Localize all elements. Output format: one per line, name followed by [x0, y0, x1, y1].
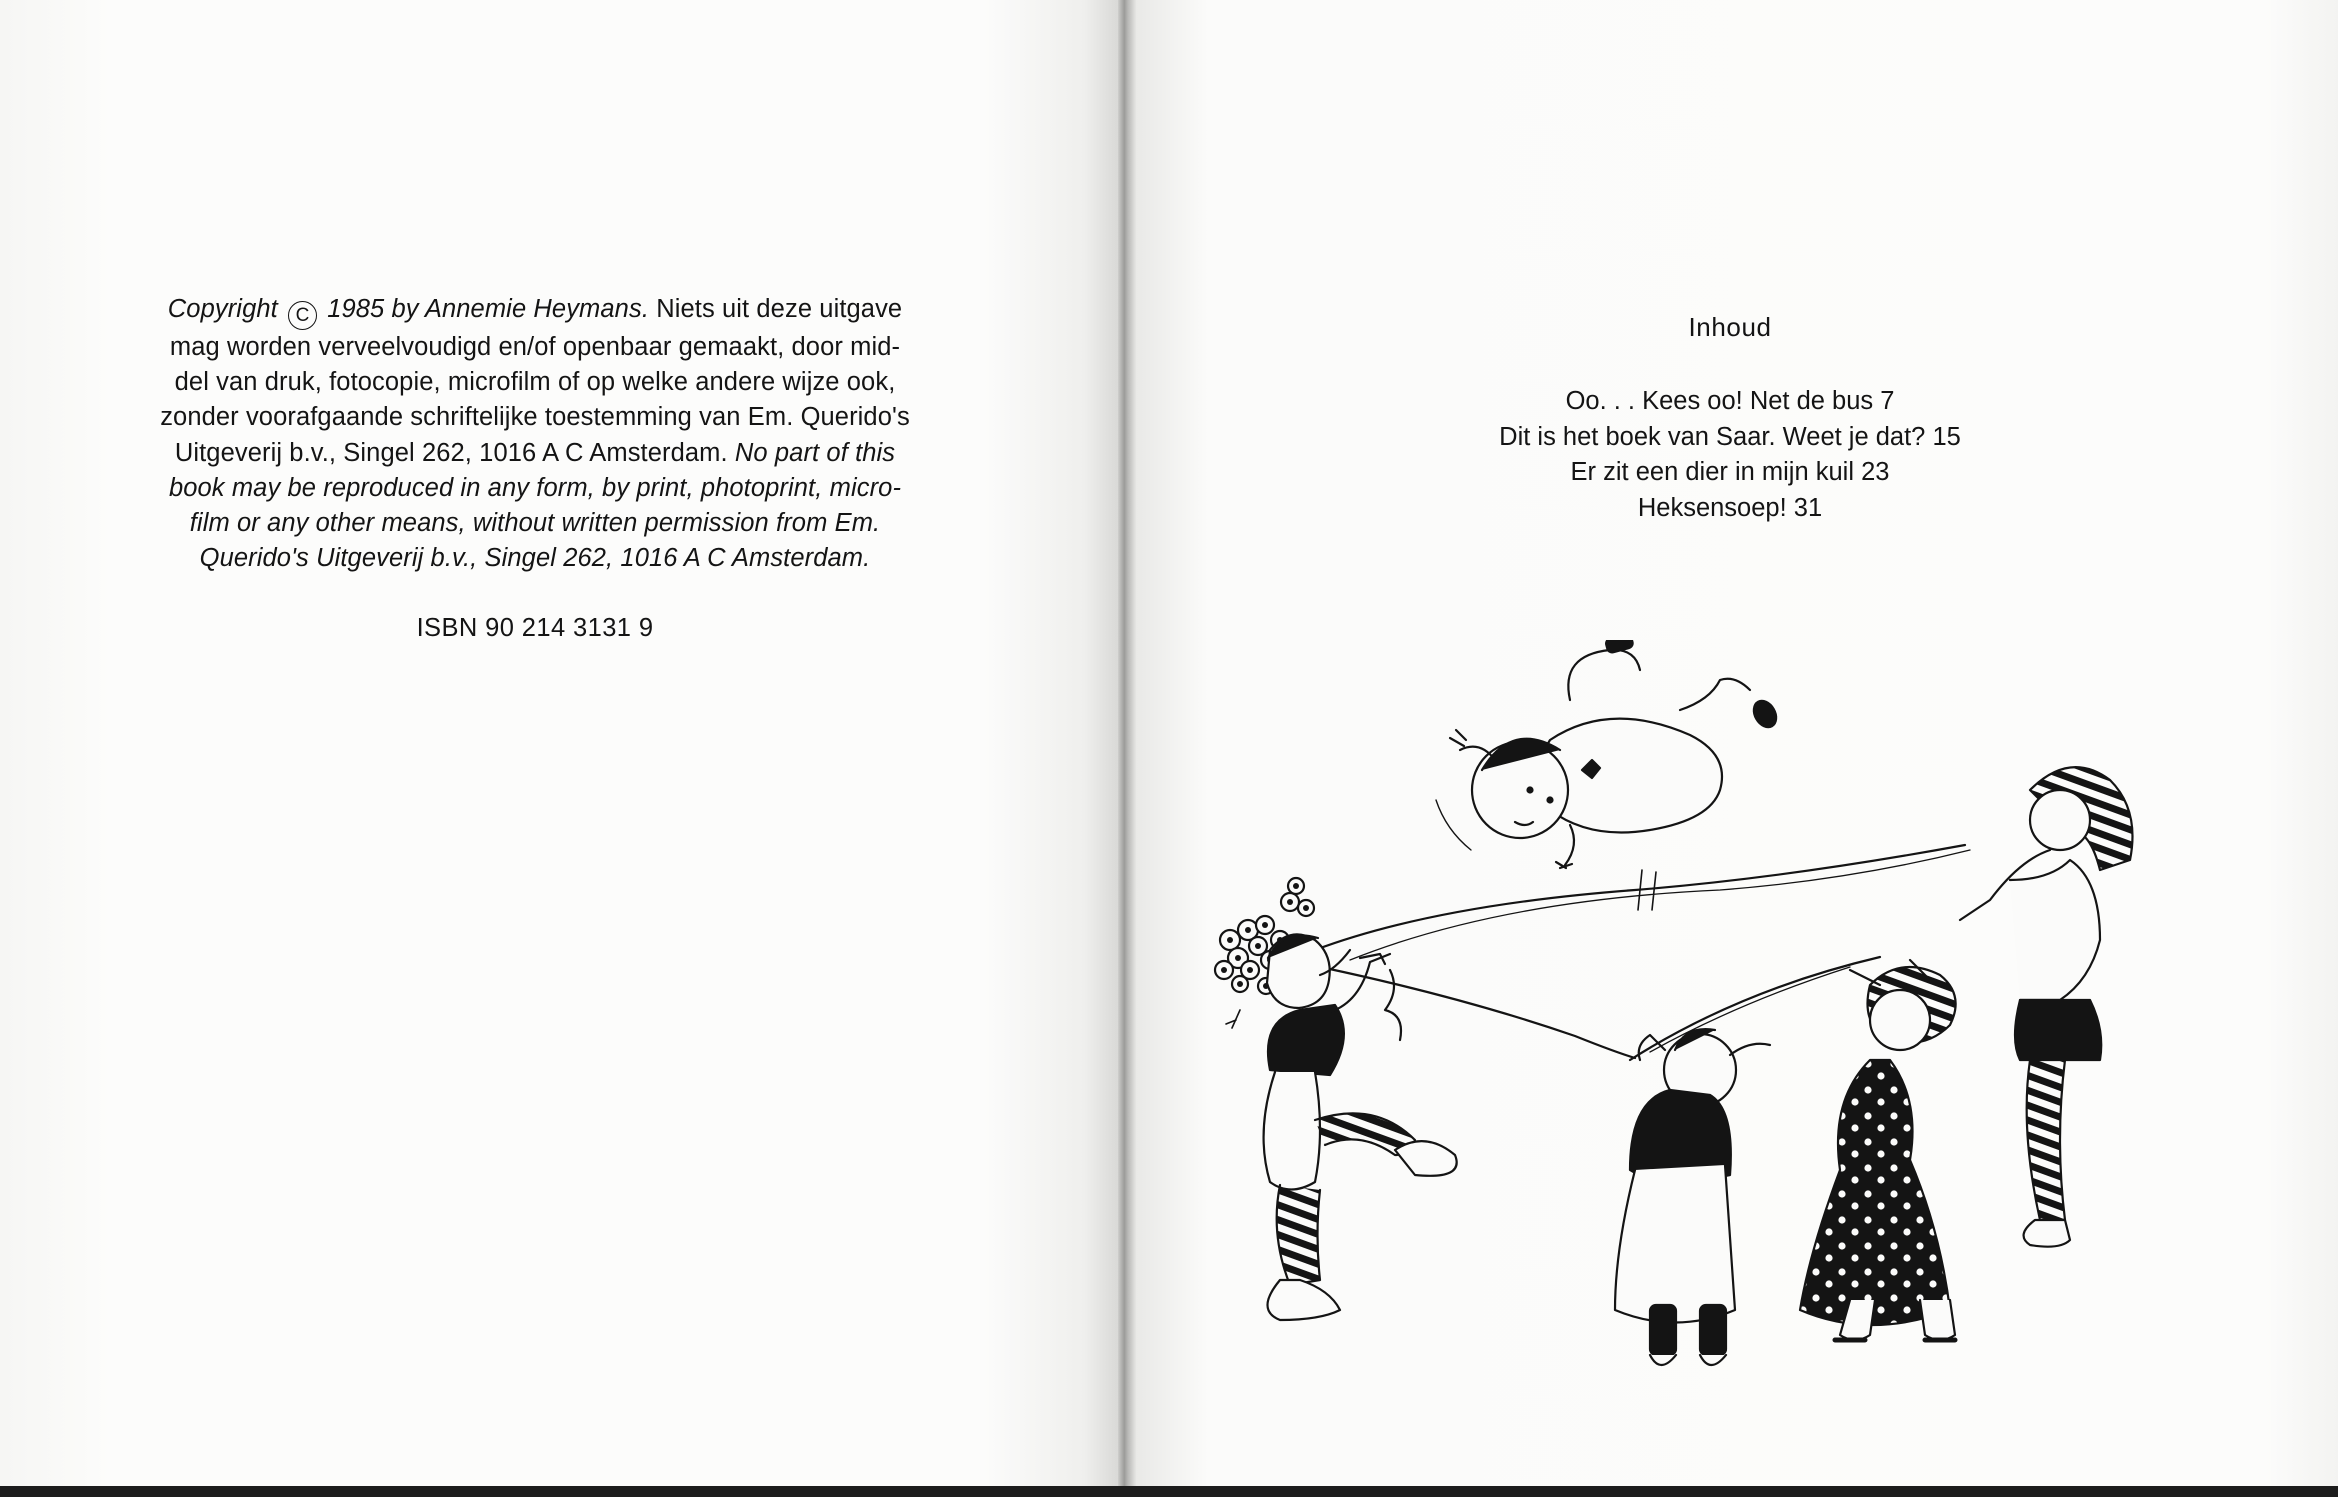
copyright-line-8 [120, 541, 950, 576]
copyright-line-3: del van druk, fotocopie, microfilm of op welke andere wijze ook, [174, 368, 896, 397]
copyright-english-text: film or any other means, without written permission from Em. [189, 509, 881, 538]
girl-in-polka-dot-dress [1800, 960, 1956, 1340]
left-page [0, 0, 1118, 1488]
girl-with-flower-hat [1215, 878, 1457, 1320]
toc-entry: Heksensoep! 31 [1637, 493, 1823, 522]
copyright-line-7 [120, 506, 950, 541]
copyright-address: Uitgeverij b.v., Singel 262, 1016 A C Amsterdam. [174, 438, 728, 467]
copyright-holder: 1985 by Annemie Heymans. [327, 295, 650, 323]
tall-girl [1960, 767, 2133, 1247]
copyright-english-text: Querido's Uitgeverij b.v., Singel 262, 1016 A C Amsterdam. [199, 544, 871, 573]
book-gutter [1118, 0, 1136, 1488]
copyright-english-start: No part of this [734, 438, 896, 467]
scan-bottom-edge [0, 1486, 2338, 1497]
children-tossing-baby-illustration [1210, 640, 2170, 1420]
copyright-line-5 [120, 436, 950, 471]
copyright-line-4: zonder voorafgaande schriftelijke toestemming van Em. Querido's [160, 403, 910, 432]
copyright-english-text: book may be reproduced in any form, by print, photoprint, micro- [168, 473, 902, 502]
toc-entry: Er zit een dier in mijn kuil 23 [1570, 458, 1890, 486]
toc-entry: Dit is het boek van Saar. Weet je dat? 15 [1499, 422, 1961, 451]
copyright-notice [120, 292, 950, 576]
copyright-word: Copyright [167, 295, 278, 323]
copyright-line-2: mag worden verveelvoudigd en/of openbaar gemaakt, door mid- [169, 333, 901, 361]
toc-entry: Oo. . . Kees oo! Net de bus 7 [1565, 387, 1895, 415]
copyright-line-1 [120, 292, 950, 330]
toc-title: Inhoud [1688, 312, 1772, 342]
table-of-contents [1380, 384, 2080, 526]
isbn-number: ISBN 90 214 3131 9 [416, 614, 654, 642]
copyright-line-6 [120, 471, 950, 506]
copyright-text: Niets uit deze uitgave [656, 295, 903, 323]
copyright-symbol-icon: C [288, 301, 317, 330]
small-child [1615, 1029, 1770, 1365]
baby-figure [1436, 640, 1781, 910]
